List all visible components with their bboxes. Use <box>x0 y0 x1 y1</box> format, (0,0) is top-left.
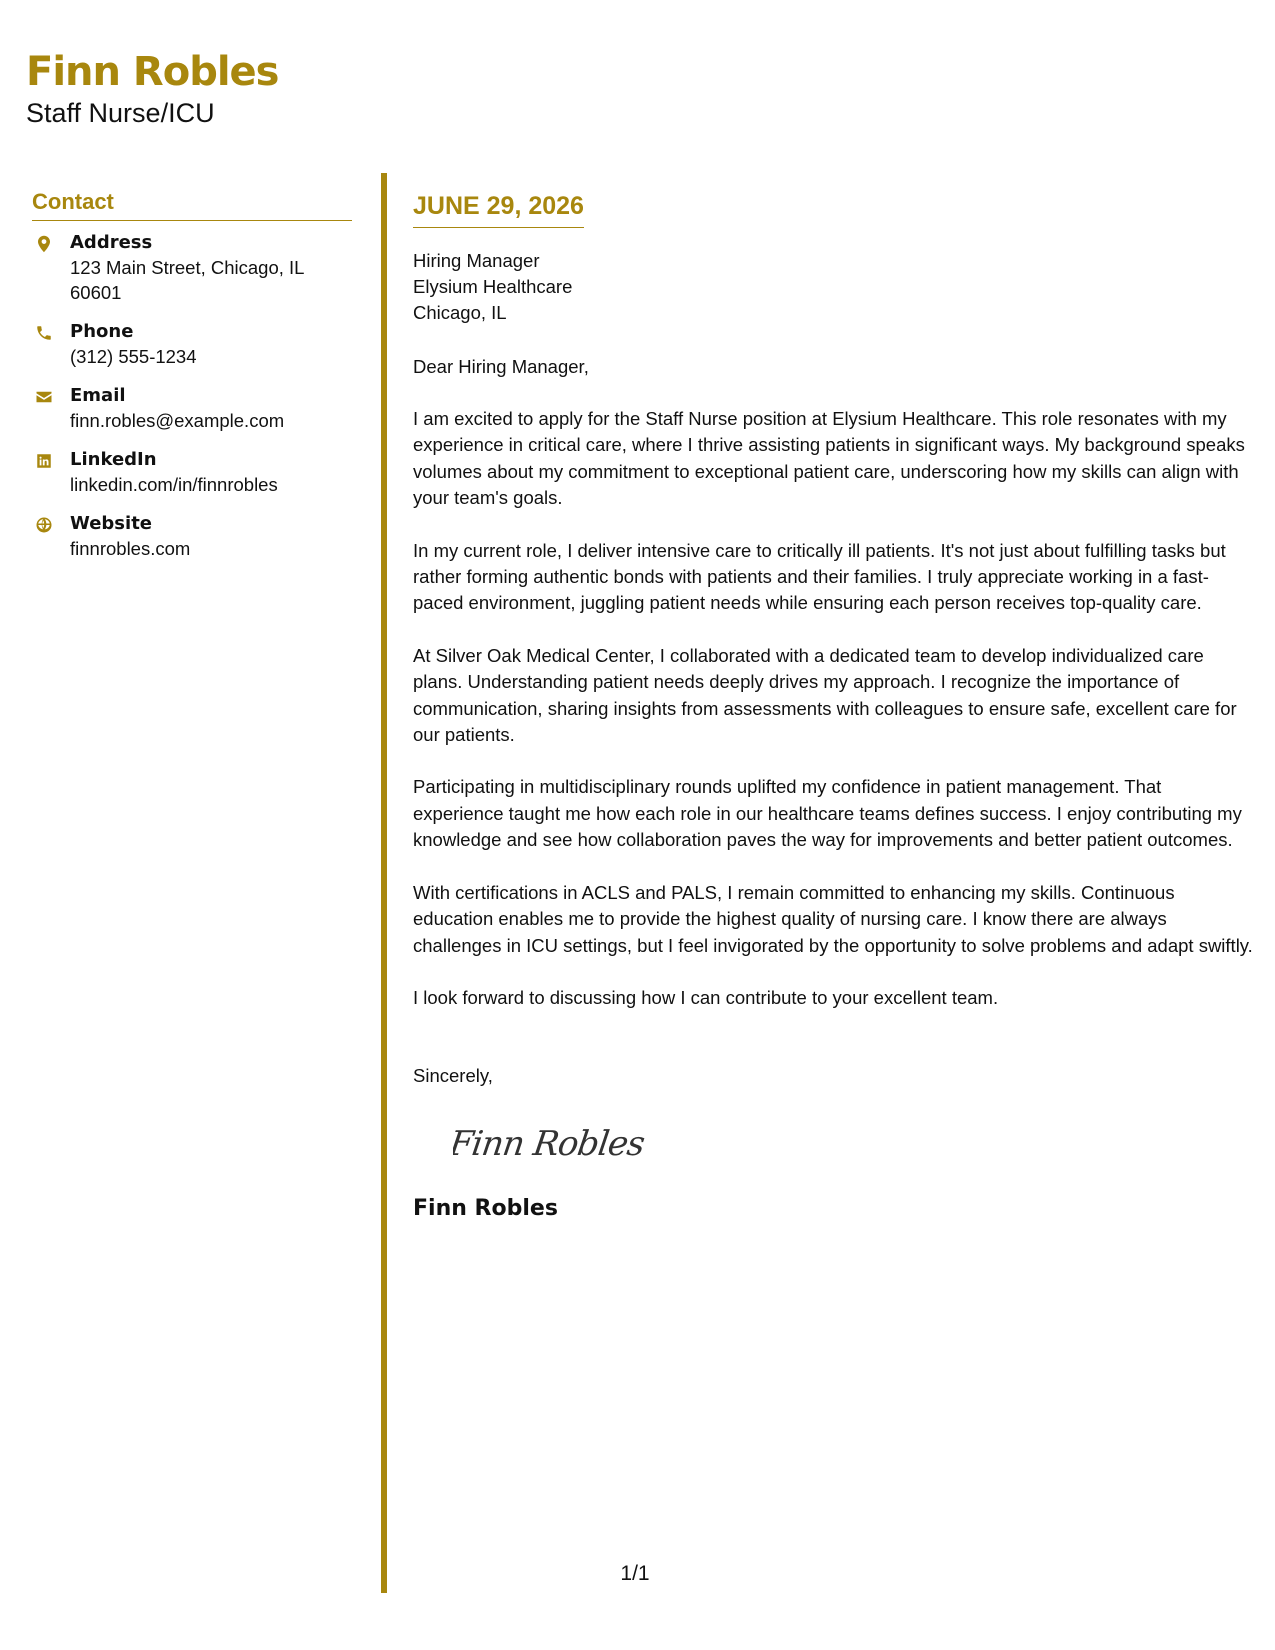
contact-label-phone: Phone <box>70 321 134 342</box>
contact-item-email <box>32 384 352 433</box>
handwritten-signature <box>453 1119 693 1169</box>
contact-item-linkedin <box>32 448 352 497</box>
header <box>26 48 278 130</box>
recipient-block <box>413 248 1253 326</box>
location-pin-icon <box>34 234 54 254</box>
recipient-line: Chicago, IL <box>413 302 507 323</box>
envelope-icon <box>34 387 54 407</box>
recipient-line: Hiring Manager <box>413 250 540 271</box>
linkedin-icon <box>34 451 54 471</box>
body-paragraph: With certifications in ACLS and PALS, I remain committed to enhancing my skills. Continuous education enables me to provide the highest quality of nursing care. I know there are always challenges in ICU settings, but I feel invigorated by the opportunity to solve problems and adapt swiftly. <box>413 881 1253 956</box>
contact-heading: Contact <box>32 188 352 221</box>
job-title: Staff Nurse/ICU <box>26 98 215 128</box>
contact-item-phone <box>32 320 352 369</box>
body-paragraph: Participating in multidisciplinary rounds uplifted my confidence in patient management. That experience taught me how each role in our healthcare teams defines success. I enjoy contributing my knowledge and see how collaboration paves the way for improvements and better patient outcomes. <box>413 776 1242 851</box>
contact-value-website[interactable]: finnrobles.com <box>70 538 191 559</box>
contact-label-linkedin: LinkedIn <box>70 449 157 470</box>
applicant-name: Finn Robles <box>26 49 279 95</box>
contact-value-phone: (312) 555-1234 <box>70 346 197 367</box>
letter-body <box>413 190 1253 1223</box>
contact-value-address: 123 Main Street, Chicago, IL 60601 <box>70 257 304 303</box>
greeting: Dear Hiring Manager, <box>413 356 589 377</box>
body-paragraph: I am excited to apply for the Staff Nurse position at Elysium Healthcare. This role resonates with my experience in critical care, where I thrive assisting patients in significant ways. My background speaks volumes about my commitment to exceptional patient care, underscoring how my skills can align with your team's goals. <box>413 408 1245 509</box>
contact-label-address: Address <box>70 232 153 253</box>
contact-value-email[interactable]: finn.robles@example.com <box>70 410 285 431</box>
contact-item-address <box>32 231 352 305</box>
contact-label-email: Email <box>70 385 126 406</box>
body-paragraph: I look forward to discussing how I can contribute to your excellent team. <box>413 986 999 1008</box>
page-number: 1/1 <box>620 1562 650 1585</box>
closing: Sincerely, <box>413 1065 493 1087</box>
body-paragraph: In my current role, I deliver intensive care to critically ill patients. It's not just about fulfilling tasks but rather forming authentic bonds with patients and their families. I truly appreciate working in a fast-paced environment, juggling patient needs while ensuring each person receives top-quality care. <box>413 539 1226 614</box>
contact-sidebar <box>32 188 352 576</box>
globe-icon <box>34 515 54 535</box>
contact-value-linkedin[interactable]: linkedin.com/in/finnrobles <box>70 474 278 495</box>
phone-icon <box>34 323 54 343</box>
signer-name: Finn Robles <box>413 1196 558 1222</box>
contact-item-website <box>32 512 352 561</box>
recipient-line: Elysium Healthcare <box>413 276 573 297</box>
vertical-divider <box>381 173 387 1593</box>
body-paragraph: At Silver Oak Medical Center, I collaborated with a dedicated team to develop individualized care plans. Understanding patient needs deeply drives my approach. I recognize the importance of communication, sharing insights from assessments with colleagues to ensure safe, excellent care for our patients. <box>413 644 1237 746</box>
contact-list <box>32 231 352 561</box>
contact-label-website: Website <box>70 513 153 534</box>
letter-date: JUNE 29, 2026 <box>413 190 584 228</box>
signature-script: Finn Robles <box>453 1124 647 1165</box>
